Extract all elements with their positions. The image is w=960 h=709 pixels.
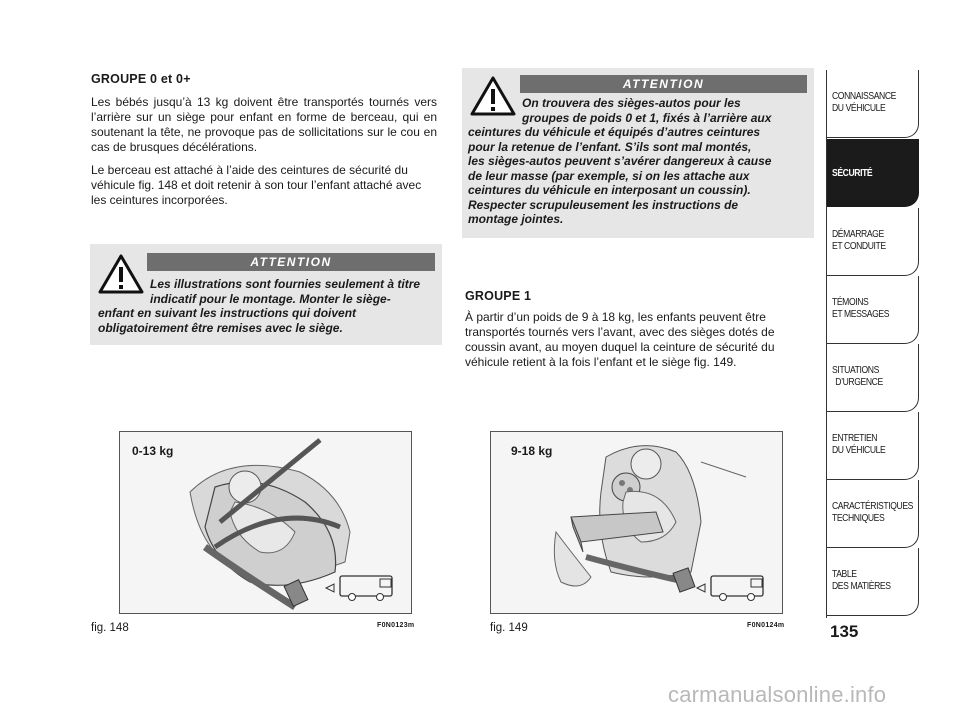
child-seat-illustration — [491, 432, 783, 614]
infant-carrier-illustration — [120, 432, 412, 614]
attention-right-line-1: On trouvera des sièges-autos pour les — [522, 96, 741, 110]
attention-left-line-1: Les illustrations sont fournies seulement à titre — [150, 277, 421, 291]
attention-left-line-4: obligatoirement être remises avec le siège. — [98, 320, 343, 335]
forward-facing-van-icon — [697, 576, 763, 601]
sidebar-item-label: D’URGENCE — [835, 376, 883, 388]
watermark: carmanualsonline.info — [668, 682, 887, 707]
groupe0-heading: GROUPE 0 et 0+ — [91, 72, 191, 86]
sidebar-item-temoins[interactable] — [827, 276, 919, 344]
attention-title-bar: ATTENTION — [147, 253, 435, 271]
sidebar-item-label: DU VÉHICULE — [832, 102, 886, 114]
attention-right-line-5: les sièges-autos peuvent s’avérer dangereux à cause — [468, 154, 772, 168]
sidebar-item-label: DES MATIÈRES — [832, 580, 891, 592]
sidebar-item-label: SÉCURITÉ — [832, 167, 873, 179]
sidebar-item-entretien[interactable] — [827, 412, 919, 480]
rear-facing-van-icon — [326, 576, 392, 601]
attention-box-left — [90, 244, 442, 345]
figure-149-code: F0N0124m — [747, 622, 785, 629]
sidebar-item-label: ET CONDUITE — [832, 240, 886, 252]
figure-148-code: F0N0123m — [377, 622, 415, 629]
attention-left-line-3: enfant en suivant les instructions qui doivent — [98, 306, 357, 320]
attention-title-bar: ATTENTION — [520, 75, 807, 93]
sidebar-item-connaissance[interactable] — [827, 70, 919, 138]
sidebar-item-demarrage[interactable] — [827, 208, 919, 276]
sidebar-item-label: DU VÉHICULE — [832, 444, 886, 456]
attention-right-line-3: ceintures du véhicule et équipés d’autres ceintures — [468, 125, 761, 139]
sidebar-item-securite[interactable] — [827, 139, 919, 207]
sidebar-item-label: CONNAISSANCE — [832, 90, 896, 102]
sidebar-item-label: ET MESSAGES — [832, 308, 890, 320]
figure-148-infant-carrier — [119, 431, 412, 614]
chapter-sidebar — [826, 70, 918, 618]
figure-149-label: fig. 149 — [490, 622, 528, 634]
attention-text-right — [468, 96, 812, 227]
attention-right-line-7: ceintures du véhicule en interposant un coussin). — [468, 183, 751, 197]
attention-right-line-9: montage jointes. — [468, 212, 564, 226]
sidebar-item-label: CARACTÉRISTIQUES — [832, 500, 913, 512]
page-number: 135 — [830, 622, 859, 641]
sidebar-item-label: DÉMARRAGE — [832, 228, 884, 240]
attention-right-line-2: groupes de poids 0 et 1, fixés à l’arrière aux — [522, 110, 772, 125]
attention-left-line-2: indicatif pour le montage. Monter le siège- — [150, 291, 391, 306]
attention-box-right — [462, 68, 814, 238]
groupe0-paragraph-2: Le berceau est attaché à l’aide des ceintures de sécurité du véhicule fig. 148 et doit retenir à son tour l’enfant attaché avec les ceintures incorporées. — [91, 163, 422, 207]
sidebar-item-label: ENTRETIEN — [832, 432, 878, 444]
sidebar-item-caracteristiques[interactable] — [827, 480, 919, 548]
sidebar-item-label: SITUATIONS — [832, 364, 879, 376]
figure-148-weight: 0-13 kg — [132, 444, 174, 458]
attention-text-left — [98, 277, 438, 335]
attention-right-line-6: de leur masse (par exemple, si on les attache aux — [468, 168, 750, 183]
sidebar-item-table[interactable] — [827, 548, 919, 616]
groupe0-paragraph-1: Les bébés jusqu’à 13 kg doivent être transportés tournés vers l’arrière sur un siège pour enfant en forme de berceau, qui en soutenant la tête, ne provoque pas de sollicitations sur le cou en cas de brusques décélérations. — [91, 95, 437, 154]
attention-right-line-8: Respecter scrupuleusement les instructions de — [468, 197, 739, 212]
groupe1-heading: GROUPE 1 — [465, 289, 532, 303]
sidebar-item-situations[interactable] — [827, 344, 919, 412]
figure-149-child-seat — [490, 431, 783, 614]
sidebar-item-label: TABLE — [832, 568, 857, 580]
figure-148-label: fig. 148 — [91, 622, 129, 634]
sidebar-item-label: TÉMOINS — [832, 296, 869, 308]
groupe1-paragraph: À partir d’un poids de 9 à 18 kg, les enfants peuvent être transportés tournés vers l’avant, avec des sièges dotés de coussin avant, au moyen duquel la ceinture de sécurité du véhicule retient à la fois l’enfant et le siège fig. 149. — [465, 310, 775, 369]
attention-right-line-4: pour la retenue de l’enfant. S’ils sont mal montés, — [468, 139, 752, 154]
sidebar-item-label: TECHNIQUES — [832, 512, 885, 524]
figure-149-weight: 9-18 kg — [511, 444, 553, 458]
